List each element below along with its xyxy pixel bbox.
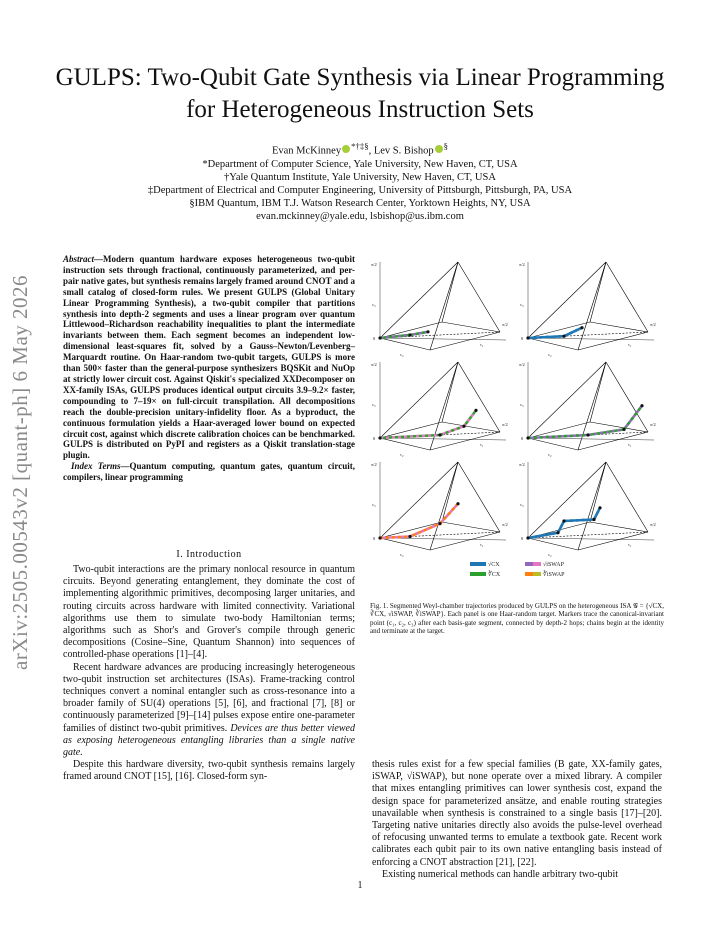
axis-zero-label: 0 — [521, 536, 524, 541]
axis-c1-label: c₁ — [628, 442, 632, 447]
axis-label-right: π/2 — [502, 422, 508, 427]
axis-c1-label: c₁ — [628, 342, 632, 347]
orcid-icon[interactable] — [342, 145, 350, 153]
chamber-edge — [380, 338, 430, 350]
axis-c3-label: c₃ — [372, 502, 376, 507]
right-column-text — [372, 759, 662, 881]
axis-zero-label: 0 — [521, 436, 524, 441]
axis-c2-label: c₂ — [548, 552, 552, 557]
arxiv-stamp: arXiv:2505.00543v2 [quant-ph] 6 May 2026 — [8, 274, 32, 670]
chamber-edge — [430, 362, 458, 450]
chamber-edge — [590, 322, 648, 332]
trajectory-segment — [410, 524, 440, 537]
trajectory-marker — [556, 531, 559, 534]
axis-label-right: π/2 — [650, 322, 656, 327]
legend-label: ∛iSWAP — [543, 572, 565, 578]
abstract — [63, 254, 355, 483]
chamber-edge — [606, 262, 648, 332]
abstract-label: Abstract — [63, 254, 95, 264]
axis-c1-label: c₁ — [480, 542, 484, 547]
axis-c1-label: c₁ — [480, 442, 484, 447]
page-number: 1 — [357, 880, 363, 891]
axis-line — [380, 338, 506, 340]
author-names: Evan McKinney *†‡§, Lev S. Bishop § — [271, 141, 449, 157]
chamber-edge — [458, 462, 500, 532]
legend-swatch — [533, 562, 541, 566]
chamber-edge — [606, 362, 648, 432]
trajectory-marker — [622, 428, 625, 431]
axis-label-top: π/2 — [371, 262, 377, 267]
axis-label-right: π/2 — [502, 522, 508, 527]
chamber-edge — [590, 262, 606, 322]
axis-line — [528, 538, 654, 540]
right-paragraph-1: thesis rules exist for a few special families (B gate, XX-family gates, iSWAP, √iSWAP), but none operate over a mixed library. A compiler that mixes entangling primitives can lower synthesis cost, expand the design space for parameterized ansätze, and enable routing strategies unavailable when synthesis is constrained to a single basis [17]–[20]. Targeting native unitaries directly also avoids the pulse-level overhead of refocusing unwanted terms to emulate a textbook gate. Recent work calibrates each qubit pair to its own native entangling basis instead of enforcing a CNOT abstraction [21], [22]. — [372, 759, 662, 868]
chamber-edge — [528, 538, 578, 550]
trajectory-marker — [526, 336, 529, 339]
trajectory-marker — [474, 409, 477, 412]
trajectory-marker — [592, 518, 595, 521]
chamber-edge — [528, 362, 606, 438]
intro-paragraph-2 — [63, 662, 355, 760]
chamber-edge — [458, 362, 500, 432]
axis-label-top: π/2 — [519, 262, 525, 267]
trajectory-marker — [456, 502, 459, 505]
trajectory-marker — [378, 436, 381, 439]
axis-c2-label: c₂ — [400, 452, 404, 457]
axis-zero-label: 0 — [521, 336, 524, 341]
axis-label-top: π/2 — [371, 362, 377, 367]
intro-italic: Devices are thus better viewed as exposing heterogeneous entangling libraries than a single native gate. — [63, 722, 355, 759]
affiliation-4: §IBM Quantum, IBM T.J. Watson Research Center, Yorktown Heights, NY, USA — [189, 197, 531, 209]
affiliation-1: *Department of Computer Science, Yale University, New Haven, CT, USA — [202, 158, 518, 170]
axis-c3-label: c₃ — [372, 302, 376, 307]
chamber-edge — [578, 362, 606, 450]
axis-c2-label: c₂ — [548, 452, 552, 457]
axis-label-right: π/2 — [650, 522, 656, 527]
trajectory-marker — [640, 404, 643, 407]
axis-c2-label: c₂ — [400, 352, 404, 357]
abstract-body — [63, 254, 355, 461]
section-heading: I. Introduction — [176, 549, 242, 560]
intro-paragraph-2-text: Recent hardware advances are producing increasingly heterogeneous two-qubit instruction set architectures (ISAs). Frame-tracking control techniques convert a nominal entangler such as cross-resonance into a broader family of SU(4) operations [5], [6], and fractional [7], [8] or continuously parameterized [9]–[14] pulses expose entire one-parameter families of distinct two-qubit primitives. — [63, 661, 355, 734]
trajectory-marker — [462, 425, 465, 428]
chamber-edge — [528, 438, 578, 450]
legend-swatch — [470, 572, 478, 576]
intro-paragraph-1: Two-qubit interactions are the primary nonlocal resource in quantum circuits. Beyond generating entanglement, they dominate the cost of implementing algorithmic primitives, decomposing larger unitaries, and routing circuits across hardware with limited connectivity. Variational algorithms use them to simulate two-body Hamiltonian terms; algorithms such as Shor's and Grover's compile through generic decompositions (Cosine–Sine, Quantum Shannon) into sequences of controlled-phase operations [1]–[4]. — [63, 564, 355, 661]
index-terms-text: —Quantum computing, quantum gates, quantum circuit, compilers, linear programming — [63, 461, 355, 483]
chamber-edge — [430, 462, 458, 550]
axis-label-right: π/2 — [650, 422, 656, 427]
chamber-edge — [380, 262, 458, 338]
chamber-edge — [528, 262, 606, 338]
legend-swatch — [470, 562, 478, 566]
trajectory-marker — [408, 535, 411, 538]
chamber-edge — [442, 362, 458, 422]
trajectory-marker — [526, 436, 529, 439]
intro-paragraph-3: Despite this hardware diversity, two-qubit synthesis remains largely framed around CNOT [15], [16]. Closed-form syn- — [63, 759, 355, 783]
figure-weyl-chamber — [370, 260, 664, 590]
chamber-edge — [442, 322, 500, 332]
chamber-edge — [442, 262, 458, 322]
axis-c1-label: c₁ — [628, 542, 632, 547]
index-terms-label: Index Terms — [71, 461, 121, 472]
axis-c2-label: c₂ — [548, 352, 552, 357]
axis-label-top: π/2 — [519, 362, 525, 367]
axis-c2-label: c₂ — [400, 552, 404, 557]
chamber-edge — [458, 262, 500, 332]
axis-c3-label: c₃ — [372, 402, 376, 407]
trajectory-marker — [580, 326, 583, 329]
chamber-edge — [590, 362, 606, 422]
chamber-edge — [528, 338, 578, 350]
trajectory-marker — [586, 433, 589, 436]
paper-title: GULPS: Two-Qubit Gate Synthesis via Linear Programming for Heterogeneous Instruction Sets — [55, 64, 665, 123]
legend-swatch — [525, 572, 533, 576]
axis-zero-label: 0 — [373, 536, 376, 541]
legend-label: √CX — [488, 562, 500, 568]
chamber-edge — [380, 462, 458, 538]
chamber-edge — [430, 262, 458, 350]
weyl-chamber-panels — [370, 260, 664, 590]
axis-c3-label: c₃ — [520, 402, 524, 407]
trajectory-marker — [426, 330, 429, 333]
index-terms — [63, 461, 355, 483]
chamber-edge — [380, 362, 458, 438]
axis-c1-label: c₁ — [480, 342, 484, 347]
orcid-icon[interactable] — [435, 145, 443, 153]
axis-c3-label: c₃ — [520, 502, 524, 507]
affiliation-3: ‡Department of Electrical and Computer Engineering, University of Pittsburgh, Pittsburgh, PA, USA — [147, 184, 573, 196]
legend-swatch — [478, 572, 486, 576]
trajectory-marker — [526, 536, 529, 539]
chamber-edge — [380, 438, 430, 450]
axis-zero-label: 0 — [373, 436, 376, 441]
author-block — [40, 140, 680, 223]
author-emails: evan.mckinney@yale.edu, lsbishop@us.ibm.com — [256, 210, 464, 222]
chamber-edge — [578, 262, 606, 350]
chamber-edge — [442, 522, 500, 532]
right-paragraph-2: Existing numerical methods can handle arbitrary two-qubit — [382, 868, 619, 880]
trajectory-marker — [562, 519, 565, 522]
figure-caption: Fig. 1. Segmented Weyl-chamber trajectories produced by GULPS on the heterogeneous ISA 𝒢 = {√CX, ∛CX, √iSWAP, ∛iSWAP}. Each panel is one Haar-random target. Markers trace the canonical-invariant point (c₁, c₂, c₃) after each basis-gate segment, connected by depth-2 hops; chains begin at the identity and terminate at the target. — [370, 602, 664, 636]
trajectory-marker — [598, 506, 601, 509]
trajectory-marker — [562, 335, 565, 338]
axis-zero-label: 0 — [373, 336, 376, 341]
axis-c3-label: c₃ — [520, 302, 524, 307]
trajectory-marker — [378, 336, 381, 339]
axis-label-right: π/2 — [502, 322, 508, 327]
chamber-edge — [578, 462, 606, 550]
affiliation-2: †Yale Quantum Institute, Yale University, New Haven, CT, USA — [224, 171, 496, 183]
legend-swatch — [478, 562, 486, 566]
axis-label-top: π/2 — [519, 462, 525, 467]
legend-label: √iSWAP — [543, 562, 564, 568]
trajectory-marker — [438, 433, 441, 436]
trajectory-marker — [378, 536, 381, 539]
axis-label-top: π/2 — [371, 462, 377, 467]
chamber-edge — [528, 462, 606, 538]
legend-swatch — [525, 562, 533, 566]
chamber-edge — [590, 522, 648, 532]
intro-text — [63, 564, 355, 784]
abstract-text: —Modern quantum hardware exposes heterogeneous two-qubit instruction sets through fractional, continuously parameterized, and per-pair native gates, but synthesis remains largely framed around CNOT and a small catalog of closed-form rules. We present GULPS (Global Unitary Linear Programming Synthesis), a two-qubit compiler that partitions synthesis into depth-2 segments and uses a linear program over quantum Littlewood–Richardson reachability inequalities to plant the intermediate invariants between them. Each segment becomes an independent low-dimensional least-squares fit, solved by a Gauss–Newton/Levenberg–Marquardt routine. On Haar-random two-qubit targets, GULPS is more than 500× faster than the general-purpose synthesizers BQSKit and NuOp at strictly lower circuit cost. Against Qiskit's specialized XXDecomposer on XX-family ISAs, GULPS produces identical output circuits 3.9–9.2× faster, compounding to 7–19× on full-circuit transpilation. All decompositions reach the double-precision unitary-infidelity floor. As a byproduct, the continuous formulation yields a Haar-averaged lower bound on expected circuit cost, against which discrete calibration choices can be benchmarked. GULPS is distributed on PyPI and registers as a Qiskit translation-stage plugin. — [63, 254, 355, 461]
chamber-edge — [380, 538, 430, 550]
trajectory-marker — [408, 333, 411, 336]
chamber-edge — [606, 462, 648, 532]
legend-label: ∛CX — [488, 572, 501, 578]
trajectory-marker — [438, 522, 441, 525]
legend-swatch — [533, 572, 541, 576]
